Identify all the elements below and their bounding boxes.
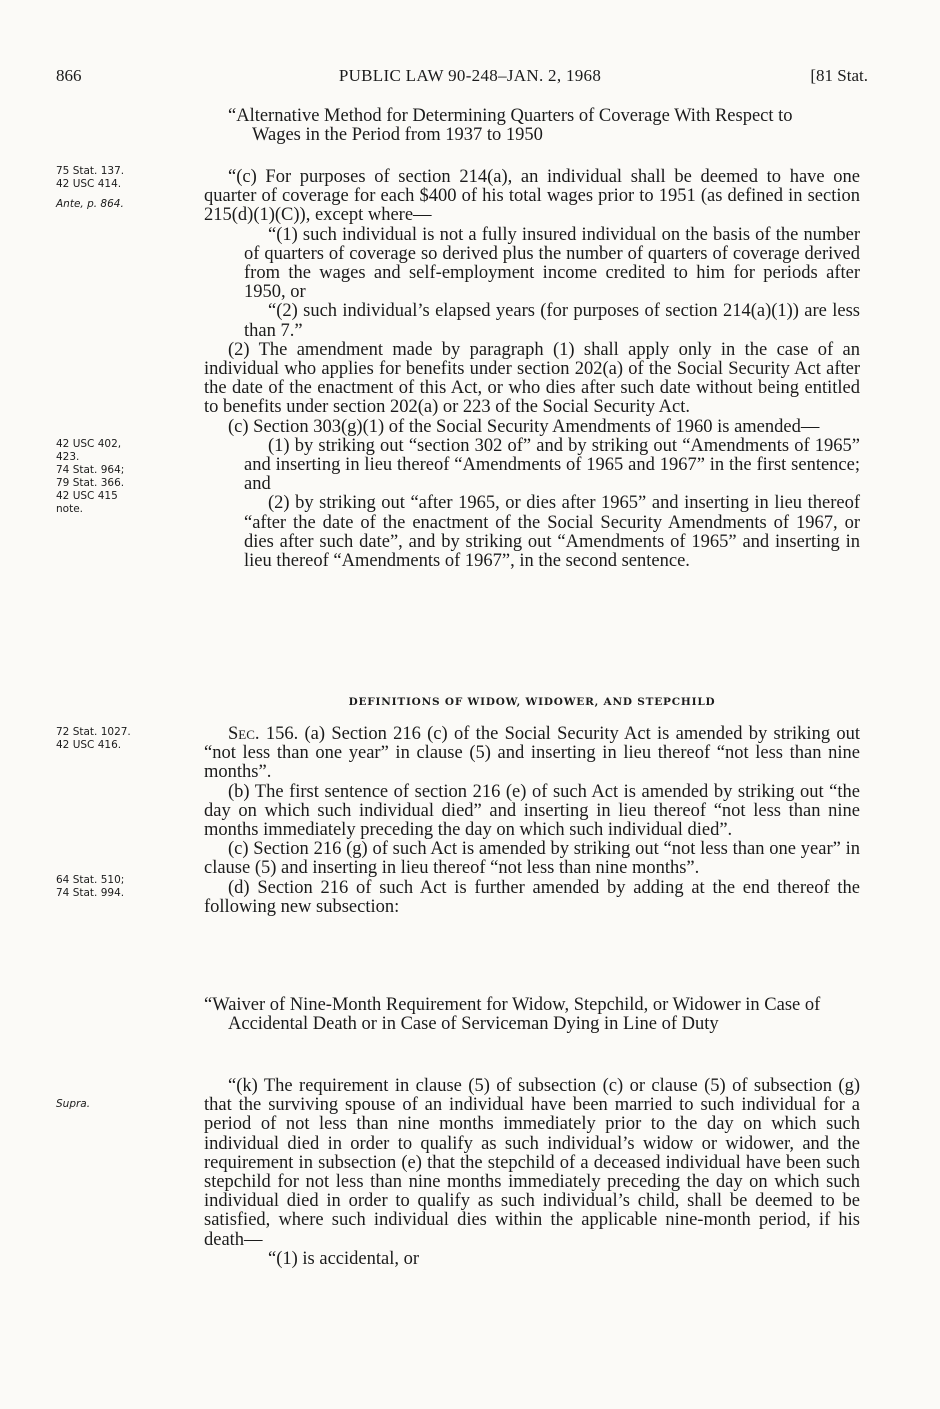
statute-reference: [81 Stat. (810, 66, 868, 85)
margin-note-line: 74 Stat. 994. (56, 887, 125, 899)
section-label: Sec. 156. (228, 724, 299, 744)
margin-note-4 (56, 874, 196, 900)
page-header (0, 66, 940, 96)
paragraph: “(k) The requirement in clause (5) of subsection (c) or clause (5) of subsection (g) that the surviving spouse of an individual have been married to such individual for a period of not less than nine months immediately prior to the day on which such individual died in order to qualify as such individual’s widow or widower, and the requirement in subsection (e) that the stepchild of a deceased individual have been such stepchild for not less than nine months immediately preceding the day on which such individual died in order to qualify as such individual’s child, shall be deemed to be satisfied, where such individual dies within the applicable nine-month period, if his death— (204, 1076, 860, 1250)
paragraph: (2) by striking out “after 1965, or dies after 1965” and inserting in lieu thereof “after the date of the enactment of the Social Security Amendments of 1967, or dies after such date”, and by striking out “Amendments of 1965” and inserting in lieu thereof “Amendments of 1967”, in the second sentence. (244, 493, 860, 572)
margin-note-line: Ante, p. 864. (56, 198, 124, 210)
margin-note-line: 75 Stat. 137. (56, 165, 125, 177)
page-number: 866 (56, 66, 82, 85)
margin-note-line: 72 Stat. 1027. (56, 726, 131, 738)
margin-note-line: 74 Stat. 964; (56, 464, 125, 476)
heading-waiver: “Waiver of Nine-Month Requirement for Widow, Stepchild, or Widower in Case of Accidental Death or in Case of Serviceman Dying in Line of Duty (204, 995, 821, 1035)
margin-note-line: 42 USC 416. (56, 739, 122, 751)
margin-note-line: 423. (56, 451, 80, 463)
paragraph: “(1) is accidental, or (268, 1248, 420, 1269)
paragraph: (c) Section 216 (g) of such Act is amended by striking out “not less than one year” in clause (5) and inserting in lieu thereof “not less than nine months”. (204, 839, 860, 879)
paragraph: Sec. 156. (a) Section 216 (c) of the Social Security Act is amended by striking out “not less than one year” in clause (5) and inserting in lieu thereof “not less than nine months”. (204, 724, 860, 783)
paragraph: “(1) such individual is not a fully insured individual on the basis of the number of quarters of coverage so derived plus the number of quarters of coverage derived from the wages and self-employment income credited to him for periods after 1950, or (244, 224, 860, 303)
text-block-2 (204, 725, 860, 917)
margin-note-line: Supra. (56, 1098, 91, 1110)
paragraph: (b) The first sentence of section 216 (e) of such Act is amended by striking out “the day on which such individual died” and inserting in lieu thereof “not less than nine months immediately preceding the day on which such individual died”. (204, 781, 860, 841)
paragraph: (d) Section 216 of such Act is further amended by adding at the end thereof the following new subsection: (204, 877, 860, 917)
margin-note-line: 79 Stat. 366. (56, 477, 125, 489)
paragraph: (c) Section 303(g)(1) of the Social Security Amendments of 1960 is amended— (228, 416, 820, 437)
margin-note-line: 42 USC 414. (56, 178, 122, 190)
margin-note-line: 42 USC 402, (56, 438, 122, 450)
text-block-1 (204, 168, 860, 571)
paragraph: “(c) For purposes of section 214(a), an individual shall be deemed to have one quarter of coverage for each $400 of his total wages prior to 1951 (as defined in section 215(d)(1)(C)), except where— (204, 167, 860, 226)
paragraph: (2) The amendment made by paragraph (1) shall apply only in the case of an individual who applies for benefits under section 202(a) of the Social Security Act after the date of the enactment of this Act, or who dies after such date without being entitled to benefits under section 202(a) or 223 of the Social Security Act. (204, 339, 860, 418)
paragraph: “(2) such individual’s elapsed years (for purposes of section 214(a)(1)) are less than 7.” (244, 301, 860, 341)
paragraph: (1) by striking out “section 302 of” and by striking out “Amendments of 1965” and inserting in lieu thereof “Amendments of 1965 and 1967” in the first sentence; and (244, 435, 860, 495)
margin-note-5 (56, 1098, 196, 1111)
heading-alternative-method: “Alternative Method for Determining Quarters of Coverage With Respect to Wages in the Period from 1937 to 1950 (228, 106, 793, 146)
margin-note-3 (56, 726, 196, 752)
margin-note-1 (56, 165, 196, 211)
margin-note-line: note. (56, 503, 83, 515)
margin-note-line: 64 Stat. 510; (56, 874, 125, 886)
section-title: DEFINITIONS OF WIDOW, WIDOWER, AND STEPCHILD (348, 696, 716, 708)
text-block-3 (204, 1077, 860, 1269)
margin-note-2 (56, 438, 196, 516)
margin-note-line: 42 USC 415 (56, 490, 118, 502)
running-title: PUBLIC LAW 90-248–JAN. 2, 1968 (338, 66, 602, 85)
